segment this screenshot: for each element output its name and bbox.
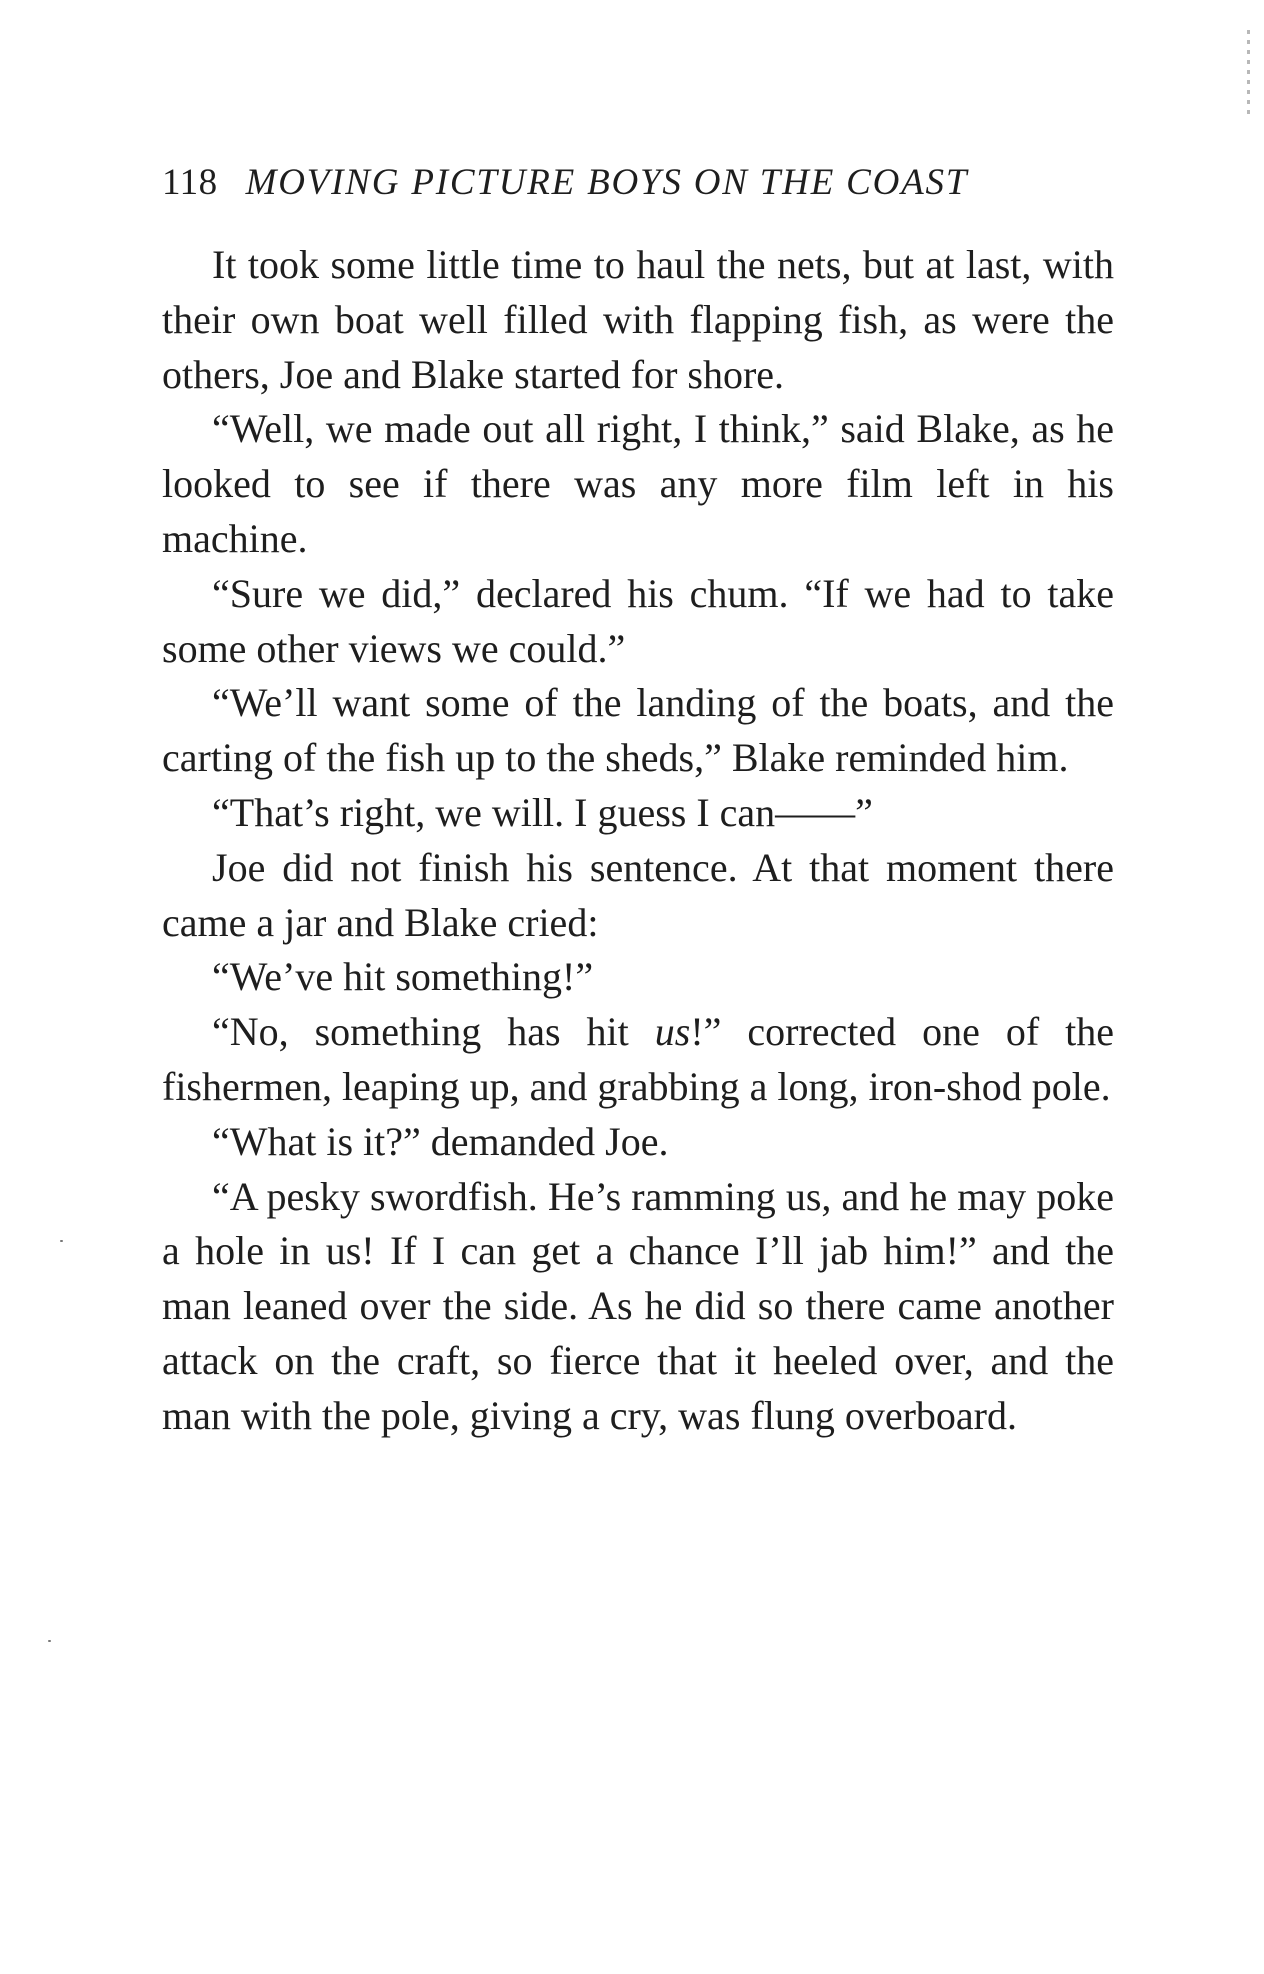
paragraph-text: !” corrected one of the fishermen, leaping up, and grabbing a long, iron-shod pole.	[162, 1009, 1114, 1109]
paragraph: Joe did not finish his sentence. At that moment there came a jar and Blake cried:	[162, 844, 1114, 945]
paper-speck	[60, 1240, 63, 1242]
paragraph: “Well, we made out all right, I think,” said Blake, as he looked to see if there was any more film left in his machine.	[162, 406, 1114, 561]
running-title: MOVING PICTURE BOYS ON THE COAST	[245, 162, 969, 203]
page-edge-marks	[1247, 30, 1250, 120]
paper-speck	[48, 1640, 51, 1642]
paragraph-text: “No, something has hit	[212, 1009, 655, 1055]
paragraph: “We’ll want some of the landing of the boats, and the carting of the fish up to the sheds,” Blake reminded him.	[162, 680, 1114, 781]
paragraph: “That’s right, we will. I guess I can——”	[212, 789, 873, 835]
paragraph: “A pesky swordfish. He’s ramming us, and he may poke a hole in us! If I can get a chance I’ll jab him!” and the man leaned over the side. As he did so there came another attack on the craft, so fierce that it heeled over, and the man with the pole, giving a cry, was flung overboard.	[162, 1173, 1114, 1438]
page-number: 118	[162, 162, 218, 203]
running-head	[162, 158, 1092, 208]
emphasized-word: us	[654, 1009, 691, 1055]
paragraph: It took some little time to haul the nets, but at last, with their own boat well filled with flapping fish, as were the others, Joe and Blake started for shore.	[162, 242, 1114, 397]
paragraph: “What is it?” demanded Joe.	[212, 1118, 669, 1164]
paragraph: “We’ve hit something!”	[212, 954, 594, 1000]
paragraph: “Sure we did,” declared his chum. “If we had to take some other views we could.”	[162, 570, 1114, 671]
body-text	[162, 238, 1114, 1444]
paragraph	[162, 1005, 1114, 1115]
